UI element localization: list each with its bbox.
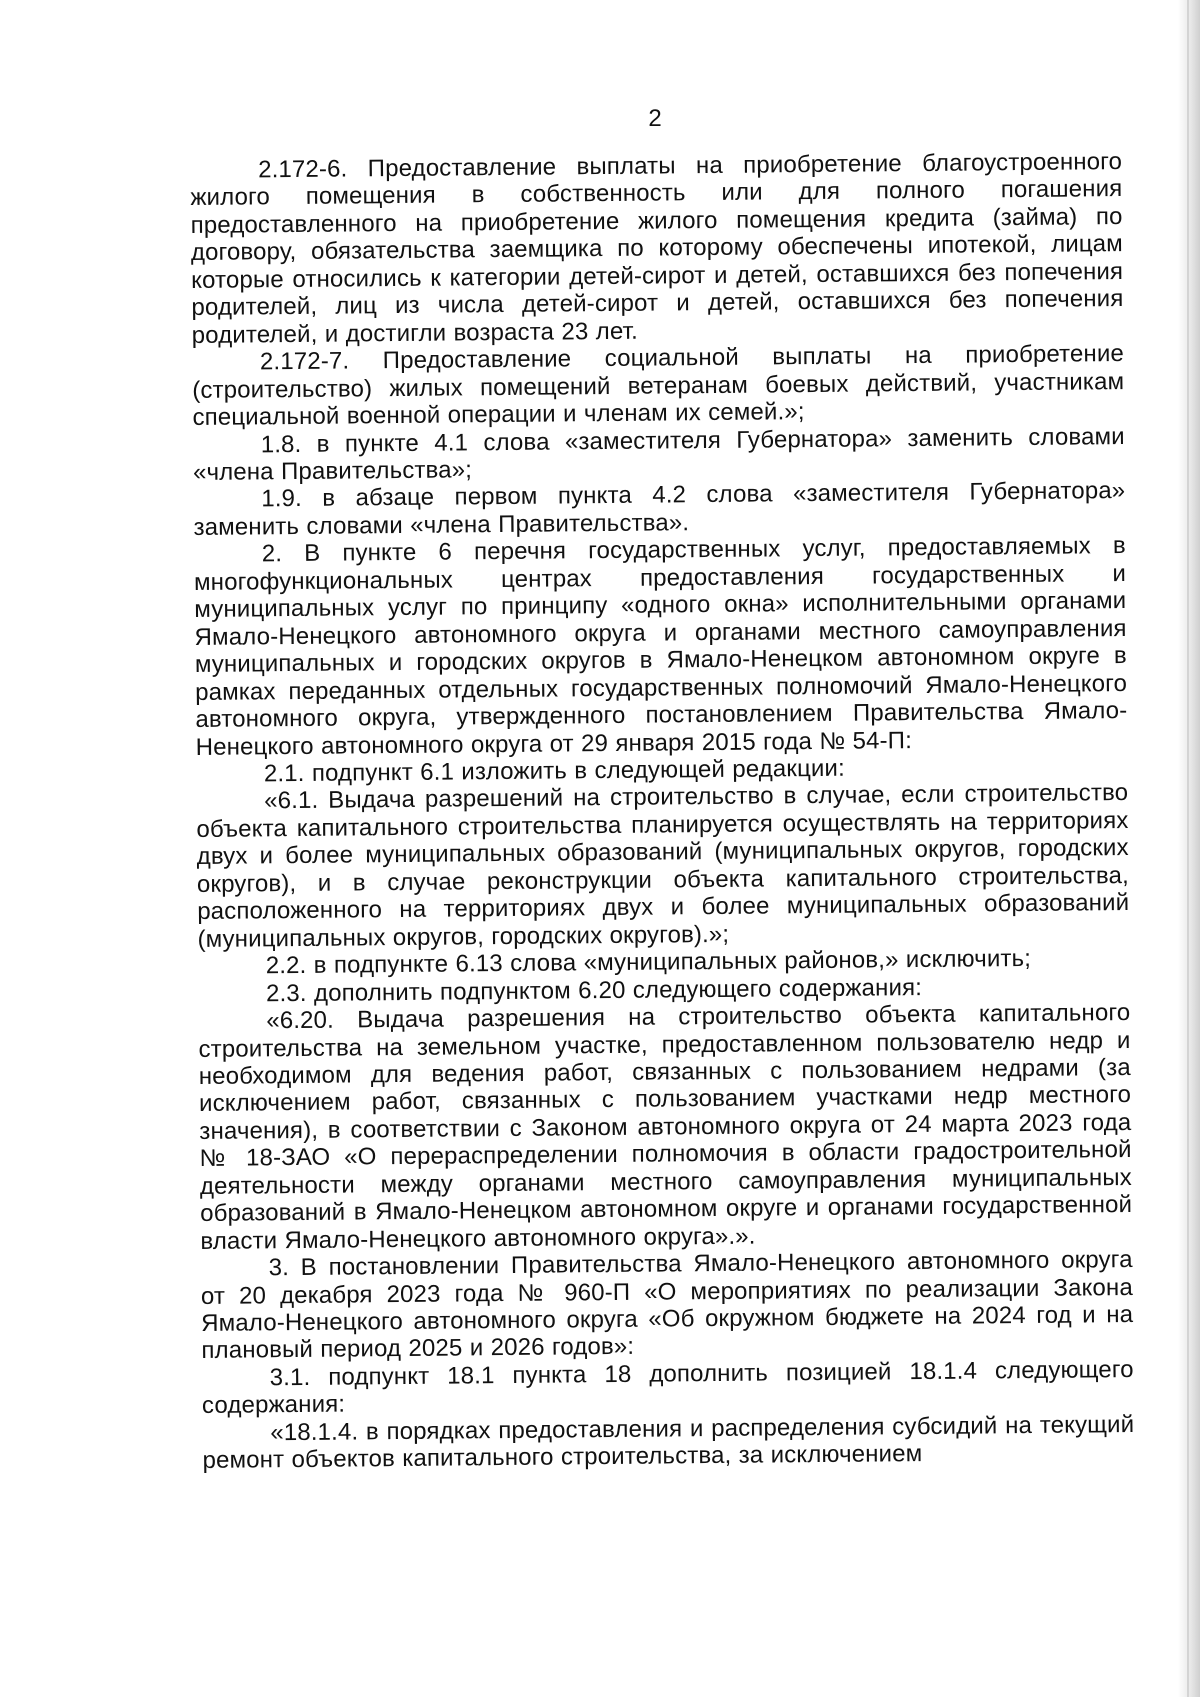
paragraph-2-3: 2.3. дополнить подпунктом 6.20 следующего содержания:: [265, 973, 923, 1007]
paragraph-2: 2. В пункте 6 перечня государственных услуг, предоставляемых в многофункциональных центрах предоставления государственных и муниципальных услуг по принципу «одного окна» исполнительными органами Ямало-Ненецкого автономного округа и органами местного самоуправления муниципальных и городских округов в Ямало-Ненецком автономном округе в рамках переданных отдельных государственных полномочий Ямало-Ненецкого автономного округа, утвержденного постановлением Правительства Ямало-Ненецкого автономного округа от 29 января 2015 года № 54-П:: [193, 532, 1128, 761]
paragraph-1-9: 1.9. в абзаце первом пункта 4.2 слова «заместителя Губернатора» заменить словами «члена Правительства».: [193, 477, 1126, 541]
paragraph-2-1: 2.1. подпункт 6.1 изложить в следующей редакции:: [263, 754, 845, 788]
paragraph-6-1-quote: «6.1. Выдача разрешений на строительство в случае, если строительство объекта капитального строительства планируется осуществлять на территориях двух и более муниципальных образований (муниципальных округов, городских округов), и в случае реконструкции объекта капитального строительства, расположенного на территориях двух и более муниципальных образований (муниципальных округов, городских округов).»;: [196, 779, 1130, 953]
paragraph-2-172-7: 2.172-7. Предоставление социальной выплаты на приобретение (строительство) жилых помещений ветеранам боевых действий, участникам специальной военной операции и членам их семей.»;: [192, 340, 1125, 432]
document-body: [190, 148, 1135, 1475]
page-number: 2: [648, 105, 662, 132]
paragraph-3: 3. В постановлении Правительства Ямало-Ненецкого автономного округа от 20 декабря 2023 года № 960-П «О мероприятиях по реализации Закона Ямало-Ненецкого автономного округа «Об окружном бюджете на 2024 год и на плановый период 2025 и 2026 годов»:: [200, 1246, 1134, 1365]
paragraph-18-1-4-quote: «18.1.4. в порядках предоставления и распределения субсидий на текущий ремонт объектов капитального строительства, за исключением: [202, 1410, 1135, 1475]
paragraph-6-20-quote: «6.20. Выдача разрешения на строительство объекта капитального строительства на земельном участке, предоставленном пользователю недр и необходимом для ведения работ, связанных с пользованием недрами (за исключением работ, связанных с пользованием участками недр местного значения), в соответствии с Законом автономного округа от 24 марта 2023 года № 18-ЗАО «О перераспределении полномочия в области градостроительной деятельности между органами местного самоуправления муниципальных образований в Ямало-Ненецком автономном округе и органами государственной власти Ямало-Ненецкого автономного округа».».: [198, 999, 1133, 1255]
paragraph-3-1: 3.1. подпункт 18.1 пункта 18 дополнить позицией 18.1.4 следующего содержания:: [201, 1355, 1134, 1420]
page-edge-shadow: [1178, 0, 1200, 1697]
paragraph-2-172-6: 2.172-6. Предоставление выплаты на приобретение благоустроенного жилого помещения в собственность или для полного погашения предоставленного на приобретение жилого помещения кредита (займа) по договору, обязательства заемщика по которому обеспечены ипотекой, лицам которые относились к категории детей-сирот и детей, оставшихся без попечения родителей, лиц из числа детей-сирот и детей, оставшихся без попечения родителей, и достигли возраста 23 лет.: [190, 148, 1124, 349]
paragraph-2-2: 2.2. в подпункте 6.13 слова «муниципальных районов,» исключить;: [265, 945, 1032, 980]
paragraph-1-8: 1.8. в пункте 4.1 слова «заместителя Губернатора» заменить словами «члена Правительства»;: [192, 422, 1125, 486]
